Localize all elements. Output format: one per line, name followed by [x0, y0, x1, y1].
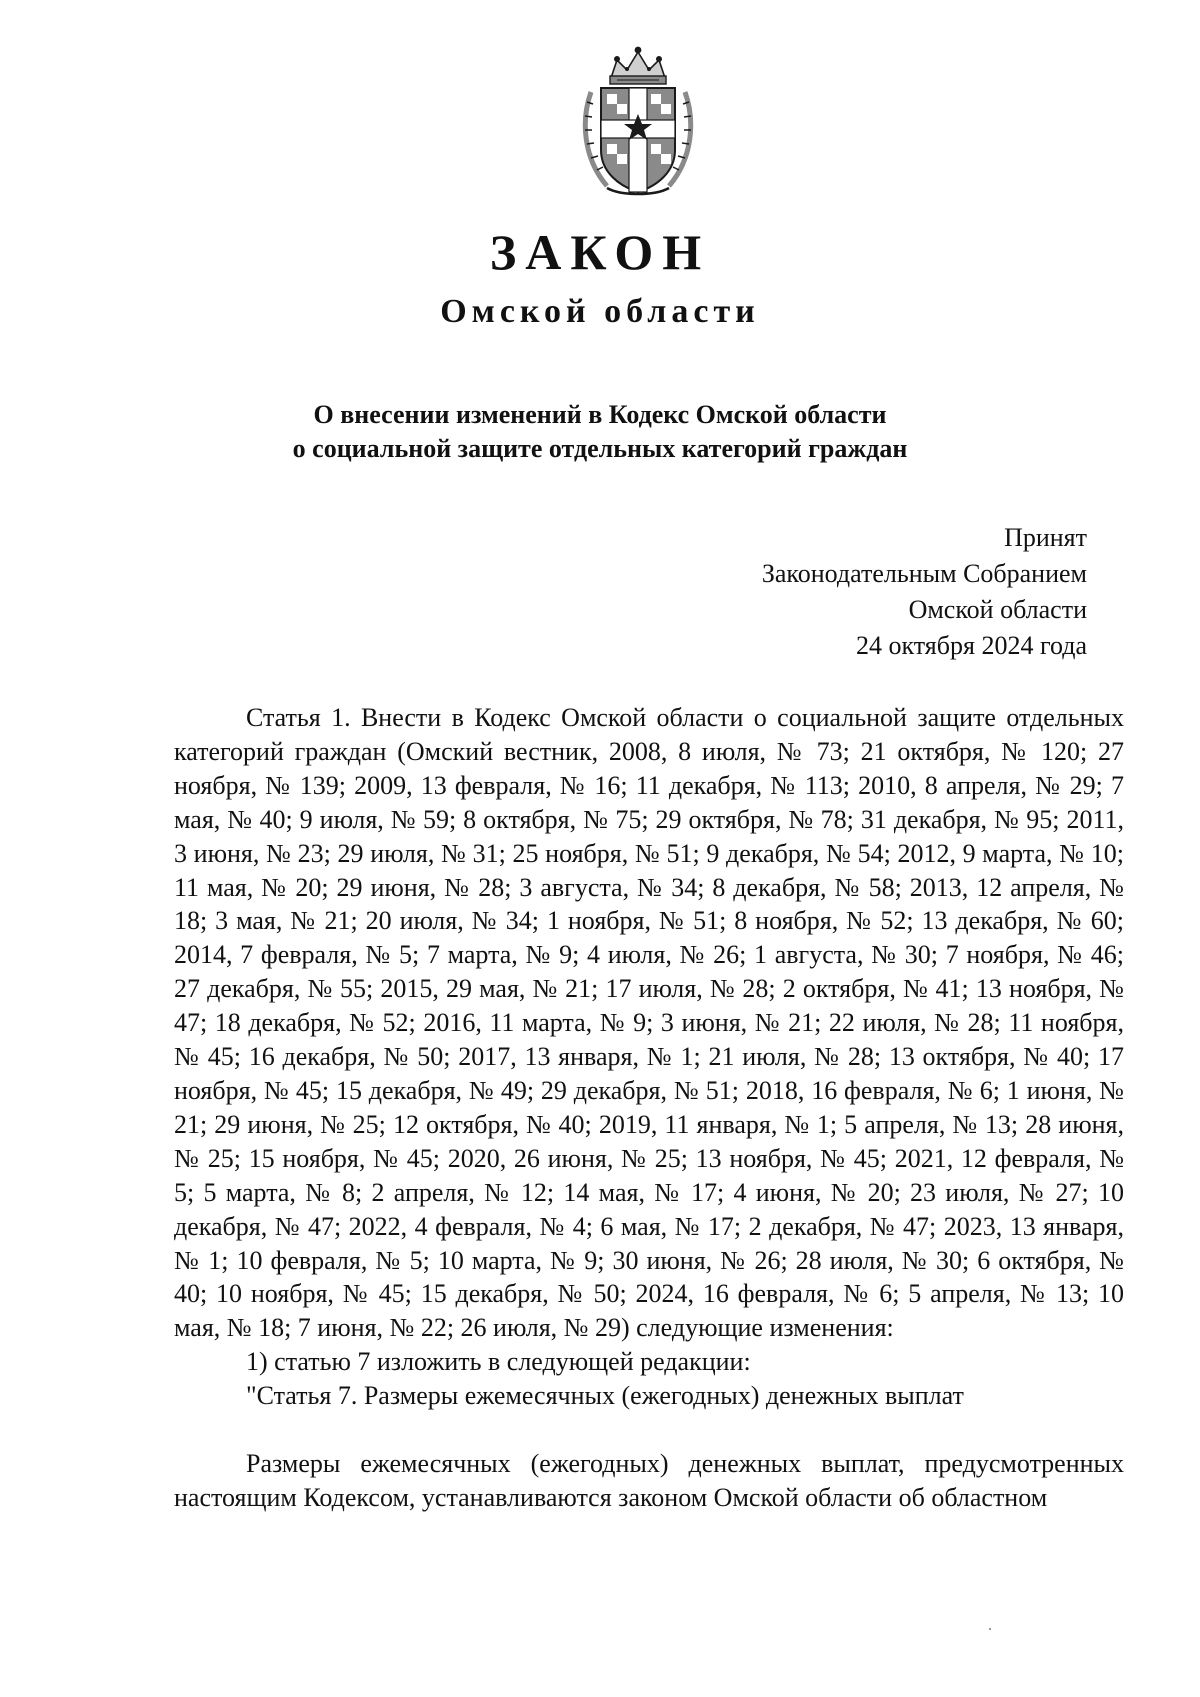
- article-7-paragraph: Размеры ежемесячных (ежегодных) денежных выплат, предусмотренных настоящим Кодексом, устанавливаются законом Омской области об областном: [174, 1449, 1124, 1512]
- omsk-coat-of-arms-icon: [577, 40, 699, 200]
- law-title: ЗАКОН: [489, 224, 711, 280]
- heading-line: о социальной защите отдельных категорий граждан: [292, 434, 908, 463]
- document-body: [174, 701, 1124, 1515]
- scan-speck: [989, 1628, 991, 1630]
- law-region: Омской области: [440, 293, 760, 330]
- shield-icon: [601, 88, 675, 192]
- adoption-line: Принят: [1004, 523, 1087, 552]
- adoption-block: [762, 520, 1087, 664]
- crown-icon: [610, 47, 666, 84]
- adoption-date: 24 октября 2024 года: [856, 631, 1087, 660]
- adoption-line: Законодательным Собранием: [761, 559, 1087, 588]
- adoption-line: Омской области: [908, 595, 1087, 624]
- document-heading: [0, 398, 1200, 466]
- article-7-title: "Статья 7. Размеры ежемесячных (ежегодных) денежных выплат: [246, 1381, 964, 1411]
- amendment-item: 1) статью 7 изложить в следующей редакции:: [246, 1347, 751, 1377]
- article-1-paragraph: Статья 1. Внести в Кодекс Омской области о социальной защите отдельных категорий граждан (Омский вестник, 2008, 8 июля, № 73; 21 октября, № 120; 27 ноября, № 139; 2009, 13 февраля, № 16; 11 декабря, № 113; 2010, 8 апреля, № 29; 7 мая, № 40; 9 июля, № 59; 8 октября, № 75; 29 октября, № 78; 31 декабря, № 95; 2011, 3 июня, № 23; 29 июля, № 31; 25 ноября, № 51; 9 декабря, № 54; 2012, 9 марта, № 10; 11 мая, № 20; 29 июня, № 28; 3 августа, № 34; 8 декабря, № 58; 2013, 12 апреля, № 18; 3 мая, № 21; 20 июля, № 34; 1 ноября, № 51; 8 ноября, № 52; 13 декабря, № 60; 2014, 7 февраля, № 5; 7 марта, № 9; 4 июля, № 26; 1 августа, № 30; 7 ноября, № 46; 27 декабря, № 55; 2015, 29 мая, № 21; 17 июля, № 28; 2 октября, № 41; 13 ноября, № 47; 18 декабря, № 52; 2016, 11 марта, № 9; 3 июня, № 21; 22 июля, № 28; 11 ноября, № 45; 16 декабря, № 50; 2017, 13 января, № 1; 21 июля, № 28; 13 октября, № 40; 17 ноября, № 45; 15 декабря, № 49; 29 декабря, № 51; 2018, 16 февраля, № 6; 1 июня, № 21; 29 июня, № 25; 12 октября, № 40; 2019, 11 января, № 1; 5 апреля, № 13; 28 июня, № 25; 15 ноября, № 45; 2020, 26 июня, № 25; 13 ноября, № 45; 2021, 12 февраля, № 5; 5 марта, № 8; 2 апреля, № 12; 14 мая, № 17; 4 июня, № 20; 23 июля, № 27; 10 декабря, № 47; 2022, 4 февраля, № 4; 6 мая, № 17; 2 декабря, № 47; 2023, 13 января, № 1; 10 февраля, № 5; 10 марта, № 9; 30 июня, № 26; 28 июля, № 30; 6 октября, № 40; 10 ноября, № 45; 15 декабря, № 50; 2024, 16 февраля, № 6; 5 апреля, № 13; 10 мая, № 18; 7 июня, № 22; 26 июля, № 29) следующие изменения:: [174, 703, 1124, 1343]
- heading-line: О внесении изменений в Кодекс Омской области: [313, 400, 887, 429]
